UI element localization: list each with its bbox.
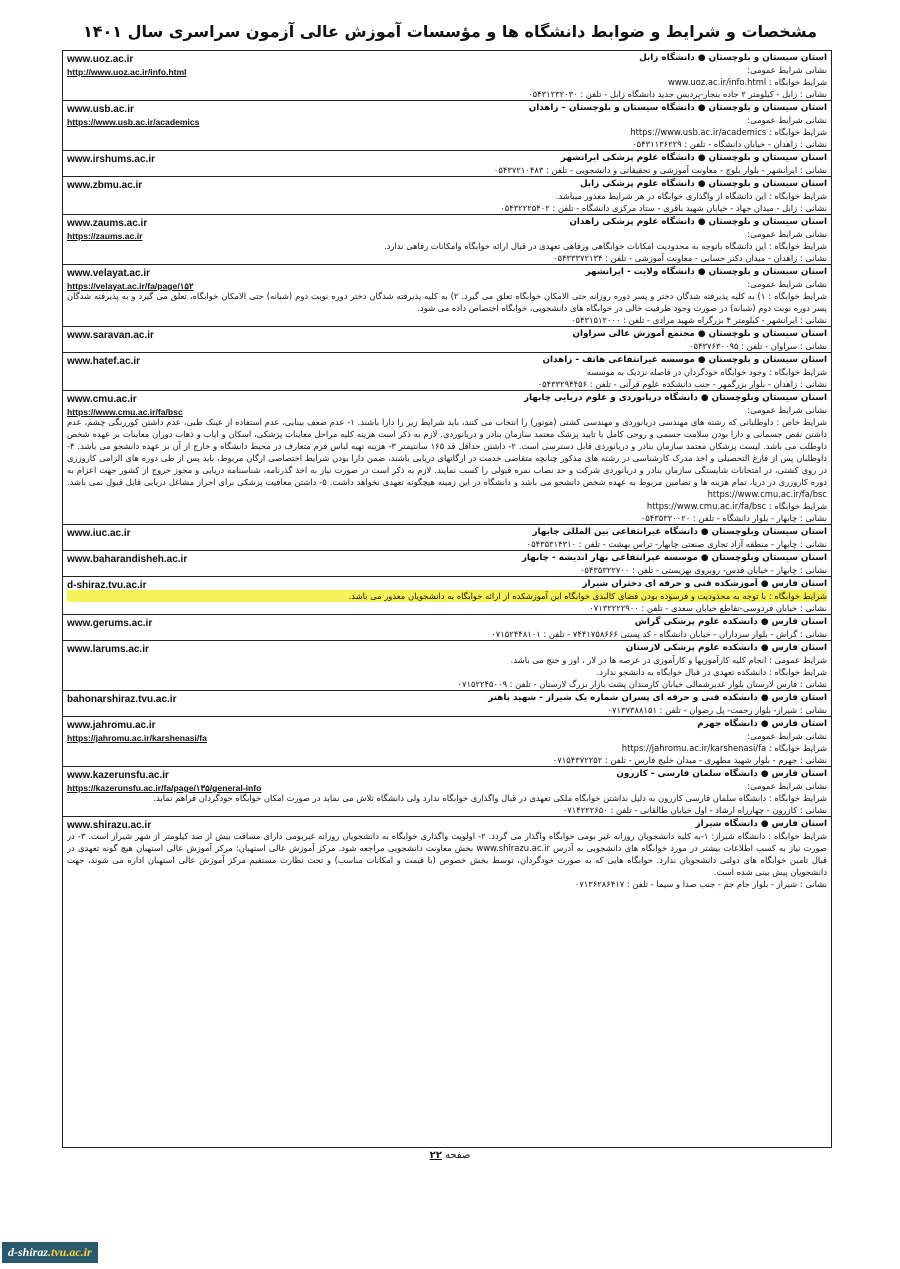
- university-website[interactable]: www.saravan.ac.ir: [67, 330, 154, 341]
- url-box: [67, 719, 207, 744]
- university-entry: [63, 51, 831, 101]
- entry-heading: استان فارس ● دانشکده علوم پزشکی گراش: [634, 617, 827, 627]
- info-link[interactable]: https://velayat.ac.ir/fa/page/۱۵۲: [67, 281, 194, 291]
- entry-line: نشانی : زابل - کیلومتر ۲ جاده بنجار-پردیس جدید دانشگاه زابل - تلفن : ۰۵۴۳۱۲۳۲۰۳۰: [528, 89, 827, 99]
- university-website[interactable]: www.iuc.ac.ir: [67, 528, 131, 539]
- entry-heading: استان فارس ● دانشگاه جهرم: [697, 719, 827, 729]
- university-entry: [63, 641, 831, 691]
- entry-line: شرایط خوابگاه : www.uoz.ac.ir/info.html: [667, 77, 827, 87]
- entry-heading: استان سیستان و بلوچستان ● دانشگاه سیستان و بلوچستان – زاهدان: [528, 103, 827, 113]
- university-website[interactable]: www.uoz.ac.ir: [67, 54, 134, 65]
- page-number: ۲۲: [429, 1150, 442, 1161]
- university-website[interactable]: www.velayat.ac.ir: [67, 268, 151, 279]
- university-entry: [63, 817, 831, 890]
- entry-line: نشانی شرایط عمومی:: [747, 115, 827, 125]
- university-website[interactable]: www.cmu.ac.ir: [67, 394, 137, 405]
- university-website[interactable]: d-shiraz.tvu.ac.ir: [67, 580, 147, 591]
- entry-line: نشانی شرایط عمومی:: [747, 731, 827, 741]
- university-website[interactable]: www.hatef.ac.ir: [67, 356, 140, 367]
- university-website[interactable]: www.zaums.ac.ir: [67, 218, 148, 229]
- entry-heading: استان سیستان و بلوچستان ● دانشگاه علوم پزشکی زابل: [579, 179, 827, 189]
- entry-heading: استان سیستان و بلوچستان ● مجتمع آموزش عالی سراوان: [572, 329, 827, 339]
- university-entry: [63, 177, 831, 215]
- entry-line: نشانی : چابهار - خیابان قدس- روبروی بهزیستی - تلفن : ۰۵۴۳۵۳۲۲۷۰۰: [579, 565, 827, 575]
- entry-line: نشانی شرایط عمومی:: [747, 65, 827, 75]
- entry-heading: استان سیستان و بلوچستان ● موسسه غیرانتفاعی هاتف - زاهدان: [542, 355, 827, 365]
- entry-line: نشانی : زاهدان - خیابان دانشگاه - تلفن : ۰۵۴۳۱۱۳۶۲۲۹: [632, 139, 827, 149]
- entry-line: نشانی : زابل - میدان جهاد - خیابان شهید باقری - ستاد مرکزی دانشگاه - تلفن : ۰۵۴۳۲۲۲۵۴۰۲: [500, 203, 827, 213]
- url-box: [67, 267, 194, 292]
- url-box: [67, 103, 199, 128]
- page-footer: [0, 1150, 900, 1161]
- university-website[interactable]: www.gerums.ac.ir: [67, 618, 153, 629]
- entry-line: شرایط خوابگاه : ۱) به کلیه پذیرفته شدگان دختر و پسر دوره روزانه حتی الامکان خوابگاه تعلق می گیرد. ۲) به کلیه پذیرفته شدگان دختر دوره نوبت دوم (شبانه) حتی الامکان خوابگاه، تعلق می گیرد و به پذیرفته شدگان پسر دوره نوبت دوم (شبانه) در صورت وجود ظرفیت خالی در خوابگاه های دانشجویی، خوابگاه اختصاص داده می شود.: [67, 291, 827, 313]
- university-website[interactable]: www.kazerunsfu.ac.ir: [67, 770, 169, 781]
- info-link[interactable]: http://www.uoz.ac.ir/info.html: [67, 67, 187, 77]
- entry-line: نشانی : گراش - بلوار سرداران - خیابان دانشگاه - کد پستی ۷۴۴۱۷۵۸۶۶۶ - تلفن : ۰۷۱۵۲۴۴۸۱۰۱: [491, 629, 827, 639]
- entry-line: نشانی : زاهدان - بلوار بزرگمهر - جنب دانشکده علوم قرآنی - تلفن : ۰۵۴۳۳۲۹۴۴۵۶: [537, 379, 827, 389]
- entry-line: نشانی شرایط عمومی:: [747, 229, 827, 239]
- entry-line: نشانی شرایط عمومی:: [747, 405, 827, 415]
- university-entry: [63, 353, 831, 391]
- entry-line: نشانی : چابهار - منطقه آزاد تجاری صنعتی چابهار- تراس بهشت - تلفن : ۰۵۴۳۵۳۱۴۳۱۰: [526, 539, 827, 549]
- info-link[interactable]: https://www.usb.ac.ir/academics: [67, 117, 200, 127]
- entry-line: نشانی : شیراز - بلوار جام جم - جنب صدا و سیما - تلفن : ۰۷۱۳۶۲۸۶۴۱۷: [574, 879, 827, 889]
- url-box: [67, 217, 147, 242]
- info-link[interactable]: https://www.cmu.ac.ir/fa/bsc: [67, 407, 183, 417]
- university-entry: [63, 327, 831, 353]
- entry-heading: استان سیستان و بلوچستان ● دانشگاه علوم پزشکی ایرانشهر: [560, 153, 827, 163]
- entry-line: شرایط خوابگاه : https://www.usb.ac.ir/academics: [630, 127, 827, 137]
- info-link[interactable]: https://zaums.ac.ir: [67, 231, 143, 241]
- entry-line: نشانی : جهرم - بلوار شهید مطهری - میدان خلیج فارس - تلفن : ۰۷۱۵۴۳۷۲۲۵۲: [552, 755, 827, 765]
- university-entry: [63, 615, 831, 641]
- url-box: [67, 53, 187, 78]
- university-website[interactable]: www.larums.ac.ir: [67, 644, 149, 655]
- university-entry: [63, 691, 831, 717]
- entry-line: شرایط خوابگاه : دانشکده تعهدی در قبال خوابگاه به دانشجو ندارد.: [596, 667, 827, 677]
- entry-line: شرایط خوابگاه : دانشگاه شیراز: ۱-به کلیه دانشجویان روزانه غیر بومی خوابگاه واگذار می گردد. ۲- اولویت واگذاری خوابگاه به دانشجویان روزانه غیربومی دارای مسافت بیش از صد کیلومتر از شهر شیراز است. ۳- در صورت نیاز به کسب اطلاعات بیشتر در مورد خوابگاه های دانشجویی به آدرس www.shirazu.ac.ir بخش معاونت دانشجویی مراجعه شود. مرکز آموزش عالی استهبان: مرکز آموزش عالی استهبان هیچ گونه تعهدی در قبال تامین خوابگاه های دولتی دانشجویان ندارد. خوابگاه هایی که به صورت خودگردان، توسط بخش خصوص (با قیمت و امکانات مناسب) و تحت نظارت مستقیم مرکز آموزش عالی استهبان اداره می شوند، جهت دانشجویان پیش بینی شده است.: [67, 831, 827, 877]
- url-box: [67, 393, 183, 418]
- university-website[interactable]: www.shirazu.ac.ir: [67, 820, 152, 831]
- university-entry: [63, 391, 831, 525]
- university-entry: [63, 767, 831, 817]
- entry-line: شرایط خوابگاه : دانشگاه سلمان فارسی کازرون به دلیل نداشتن خوابگاه ملکی تعهدی در قبال واگذاری خوابگاه ندارد ولی دانشگاه تلاش می نماید در صورت امکان خوابگاه خودگردان فراهم نماید.: [153, 793, 827, 803]
- url-box: [67, 579, 146, 592]
- university-entry: [63, 577, 831, 615]
- info-link[interactable]: https://jahromu.ac.ir/karshenasi/fa: [67, 733, 207, 743]
- entry-line: نشانی : کازرون - چهارراه ارشاد - اول خیابان طالقانی - تلفن : ۰۷۱۴۲۲۲۶۵۰: [562, 805, 827, 815]
- url-box: [67, 527, 131, 540]
- entry-line: نشانی : ایرانشهر - بلوار بلوچ - معاونت آموزشی و تحقیقاتی و دانشجویی - تلفن : ۰۵۴۳۷۲۱۰۴۸۳: [493, 165, 827, 175]
- entry-heading: استان فارس ● آموزشکده فنی و حرفه ای دختران شیراز: [582, 579, 827, 589]
- url-box: [67, 819, 151, 832]
- entry-line: نشانی : سراوان - تلفن : ۰۵۴۳۷۶۳۰۰۹۵: [689, 341, 827, 351]
- info-link[interactable]: https://kazerunsfu.ac.ir/fa/page/۱۳۵/general-info: [67, 783, 262, 793]
- university-website[interactable]: www.irshums.ac.ir: [67, 154, 155, 165]
- entry-line: نشانی : فارس لارستان بلوار غدیرشمالی خیابان کارمندان پشت بازار بزرگ لارستان - تلفن : ۰۷۱۵۲۲۴۵۰۰۹: [457, 679, 827, 689]
- universities-table: [62, 50, 832, 1148]
- university-entry: [63, 525, 831, 551]
- entry-heading: استان سیستان و بلوچستان ● دانشگاه ولایت - ایرانشهر: [585, 267, 827, 277]
- entry-heading: استان سیستان و بلوچستان ● دانشگاه علوم پزشکی زاهدان: [569, 217, 827, 227]
- url-box: [67, 617, 152, 630]
- entry-line: شرایط عمومی : انجام کلیه کارآموزیها و کارآموزی در عرصه ها در لار ، اوز و خنج می باشد.: [510, 655, 827, 665]
- url-box: [67, 553, 187, 566]
- entry-line: نشانی : ایرانشهر - کیلومتر ۴ بزرگراه شهید مرادی - تلفن : ۰۵۴۳۱۵۱۲۰۰۰: [571, 315, 827, 325]
- url-box: [67, 769, 261, 794]
- entry-heading: استان فارس ● دانشکده علوم پزشکی لارستان: [625, 643, 827, 653]
- university-entry: [63, 215, 831, 265]
- page-title: مشخصات و شرایط و ضوابط دانشگاه ها و مؤسسات آموزش عالی آزمون سراسری سال ۱۴۰۱: [82, 22, 818, 41]
- entry-line: شرایط خوابگاه : وجود خوابگاه خودگردان در فاصله نزدیک به موسسه: [586, 367, 827, 377]
- entry-heading: استان سیستان وبلوچستان ● دانشگاه دریانوردی و علوم دریایی چابهار: [523, 393, 827, 403]
- watermark-logo: d-shiraz.tvu.ac.ir: [2, 1242, 98, 1263]
- entry-line: نشانی : خیابان فردوسی-تقاطع خیابان سعدی - تلفن : ۰۷۱۳۲۲۲۲۹۰۰: [589, 603, 827, 613]
- entry-line: شرایط خاص : داوطلبانی که رشته های مهندسی دریانوردی و مهندسی کشتی (موتور) را انتخاب می کنند، باید شرایط زیر را دارا باشند. ۱- عدم ضعف بینایی، عدم استفاده از عینک طبی، عدم داشتن کوررنگی چشم، عدم داشتن نقص جسمانی و دارا بودن سلامت جسمی و روحی کامل با تایید پزشک معتمد سازمان بنادر و دریانوردی. لازم به ذکر است هزینه کلیه مراحل معاینات پزشکی، اسکان و ایاب و ذهاب دوران معاینات بر عهده شخص داوطلب می باشد. لیست پزشکان معتمد سازمان بنادر و دریانوردی قابل دسترسی است. ۲- داشتن حداقل قد ۱۶۵ سانتیمتر ۳- هزینه تهیه لباس فرم متعارف در محیط دانشگاه و خارج از آن بر عهده دانشجو می باشد. ۴- داوطلبان پس از فارغ التحصیلی و اخذ مدرک کارشناسی در رشته های مذکور چنانچه متقاضی خدمت در ارگانهای دریایی باشند، ضمن دارا بودن شرایط اختصاصی ارگان مربوط، باید پس از طی دوره های الزامی کاروزری در روی کشتی، در امتحانات شایستگی سازمان بنادر و دریانوردی شرکت و حد نصاب نمره قبولی را کسب نمایند. لازم به ذکر است در صورت نیاز به اخذ گذرنامه، شناسنامه دریایی و مجوز خروج از کشور جهت اعزام به دوره کاروزری در دریا، تمام هزینه ها و تضامین مربوط به عهده شخص دانشجو می باشد و دانشگاه در این زمینه هیچگونه تعهدی نخواهد داشت. ۵- داشتن معافیت پزشکی برای احراز مشاغل دریایی قابل قبول نمی باشد. https://www.cmu.ac.ir/fa/bsc: [67, 417, 827, 499]
- entry-line: نشانی : چابهار - بلوار دانشگاه - تلفن : ۰۵۴۳۵۳۲۰۰۲۰: [640, 513, 827, 523]
- entry-heading: استان سیستان وبلوچستان ● دانشگاه غیرانتفاعی بین المللی چابهار: [532, 527, 827, 537]
- entry-line: نشانی شرایط عمومی:: [747, 781, 827, 791]
- url-box: [67, 329, 154, 342]
- entry-line: نشانی : شیراز- بلوار رحمت- پل رضوان - تلفن : ۰۷۱۳۷۳۸۸۱۵۱: [607, 705, 827, 715]
- entry-line: شرایط خوابگاه : این دانشگاه باتوجه به محدودیت امکانات خوابگاهی ورفاهی تعهدی در قبال ارائه خوابگاه وامکانات رفاهی ندارد.: [383, 241, 827, 251]
- url-box: [67, 693, 176, 706]
- entry-heading: استان فارس ● دانشگاه شیراز: [695, 819, 827, 829]
- url-box: [67, 355, 140, 368]
- entry-line: شرایط خوابگاه : این دانشگاه از واگذاری خوابگاه در هر شرایط معذور میباشد.: [555, 191, 827, 201]
- entry-line: نشانی : زاهدان - میدان دکتر حسابی - معاونت آموزشی - تلفن : ۰۵۴۳۳۳۷۲۱۳۴: [553, 253, 827, 263]
- university-entry: [63, 265, 831, 327]
- university-entry: [63, 151, 831, 177]
- university-website[interactable]: www.jahromu.ac.ir: [67, 720, 156, 731]
- entry-line: شرایط خوابگاه : با توجه به محدودیت و فرسوده بودن فضای کالبدی خوابگاه این آموزشکده از ارائه خوابگاه به دانشجویان معذور می باشد.: [67, 590, 827, 602]
- url-box: [67, 643, 149, 656]
- entry-heading: استان فارس ● دانشگاه سلمان فارسی - کازرون: [616, 769, 827, 779]
- university-website[interactable]: www.usb.ac.ir: [67, 104, 134, 115]
- university-entry: [63, 717, 831, 767]
- entry-line: شرایط خوابگاه : https://www.cmu.ac.ir/fa/bsc: [646, 501, 827, 511]
- entry-line: نشانی شرایط عمومی:: [747, 279, 827, 289]
- university-website[interactable]: www.baharandisheh.ac.ir: [67, 554, 188, 565]
- entry-line: شرایط خوابگاه : https://jahromu.ac.ir/karshenasi/fa: [621, 743, 827, 753]
- entry-heading: استان سیستان و بلوچستان ● دانشگاه زابل: [639, 53, 827, 63]
- page-label: صفحه: [445, 1150, 471, 1161]
- university-website[interactable]: www.zbmu.ac.ir: [67, 180, 143, 191]
- entry-heading: استان سیستان وبلوچستان ● موسسه غیرانتفاعی بهار اندیشه - چابهار: [521, 553, 827, 563]
- url-box: [67, 153, 155, 166]
- university-website[interactable]: bahonarshiraz.tvu.ac.ir: [67, 694, 177, 705]
- url-box: [67, 179, 142, 192]
- entry-heading: استان فارس ● دانشکده فنی و حرفه ای پسران شماره یک شیراز - شهید باهنر: [488, 693, 827, 703]
- university-entry: [63, 101, 831, 151]
- university-entry: [63, 551, 831, 577]
